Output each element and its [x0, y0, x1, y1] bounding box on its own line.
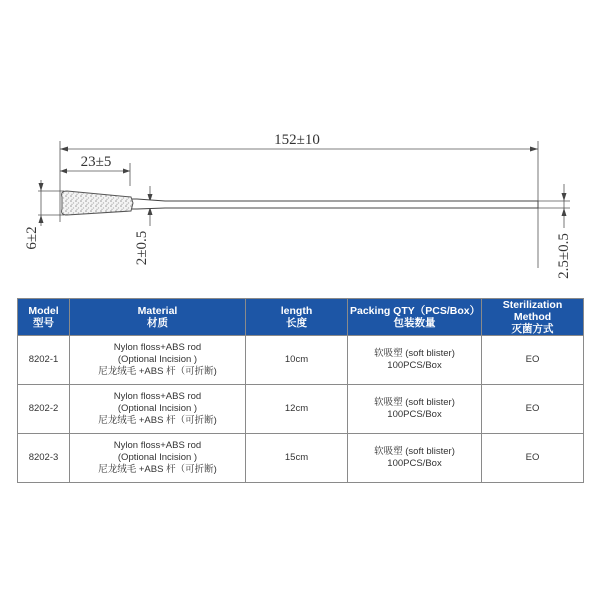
- cell-packing: 软吸塑 (soft blister) 100PCS/Box: [348, 434, 482, 483]
- cell-material: Nylon floss+ABS rod (Optional Incision ) 尼龙绒毛 +ABS 杆（可折断): [70, 385, 246, 434]
- swab-shaft: [128, 199, 538, 209]
- neck-diameter-dimension: [134, 186, 153, 265]
- overall-length-label: 152±10: [274, 132, 320, 148]
- cell-sterilization: EO: [482, 434, 584, 483]
- cell-packing: 软吸塑 (soft blister) 100PCS/Box: [348, 385, 482, 434]
- swab-body: [62, 191, 538, 215]
- tail-diameter-dimension: [556, 184, 572, 279]
- head-length-label: 23±5: [80, 154, 112, 170]
- spec-table: [17, 298, 584, 483]
- table-row: [18, 434, 584, 483]
- cell-length: 10cm: [246, 336, 348, 385]
- cell-sterilization: EO: [482, 385, 584, 434]
- cell-sterilization: EO: [482, 336, 584, 385]
- head-length-dimension: [60, 154, 130, 174]
- cell-packing: 软吸塑 (soft blister) 100PCS/Box: [348, 336, 482, 385]
- table-header-row: [18, 299, 584, 336]
- col-header-packing: Packing QTY（PCS/Box） 包装数量: [348, 299, 482, 336]
- cell-length: 15cm: [246, 434, 348, 483]
- col-header-length: length 长度: [246, 299, 348, 336]
- table-row: [18, 336, 584, 385]
- col-header-sterilization: Sterilization Method 灭菌方式: [482, 299, 584, 336]
- swab-dimension-drawing: [0, 0, 600, 290]
- table-row: [18, 385, 584, 434]
- neck-diameter-label: 2±0.5: [134, 230, 150, 266]
- overall-length-dimension: [60, 132, 538, 152]
- cell-length: 12cm: [246, 385, 348, 434]
- cell-model: 8202-2: [18, 385, 70, 434]
- tail-diameter-label: 2.5±0.5: [556, 233, 572, 279]
- cell-model: 8202-3: [18, 434, 70, 483]
- cell-material: Nylon floss+ABS rod (Optional Incision ) 尼龙绒毛 +ABS 杆（可折断): [70, 434, 246, 483]
- swab-floss-head: [62, 191, 133, 215]
- col-header-material: Material 材质: [70, 299, 246, 336]
- cell-model: 8202-1: [18, 336, 70, 385]
- cell-material: Nylon floss+ABS rod (Optional Incision ) 尼龙绒毛 +ABS 杆（可折断): [70, 336, 246, 385]
- col-header-model: Model 型号: [18, 299, 70, 336]
- head-diameter-label: 6±2: [24, 226, 40, 250]
